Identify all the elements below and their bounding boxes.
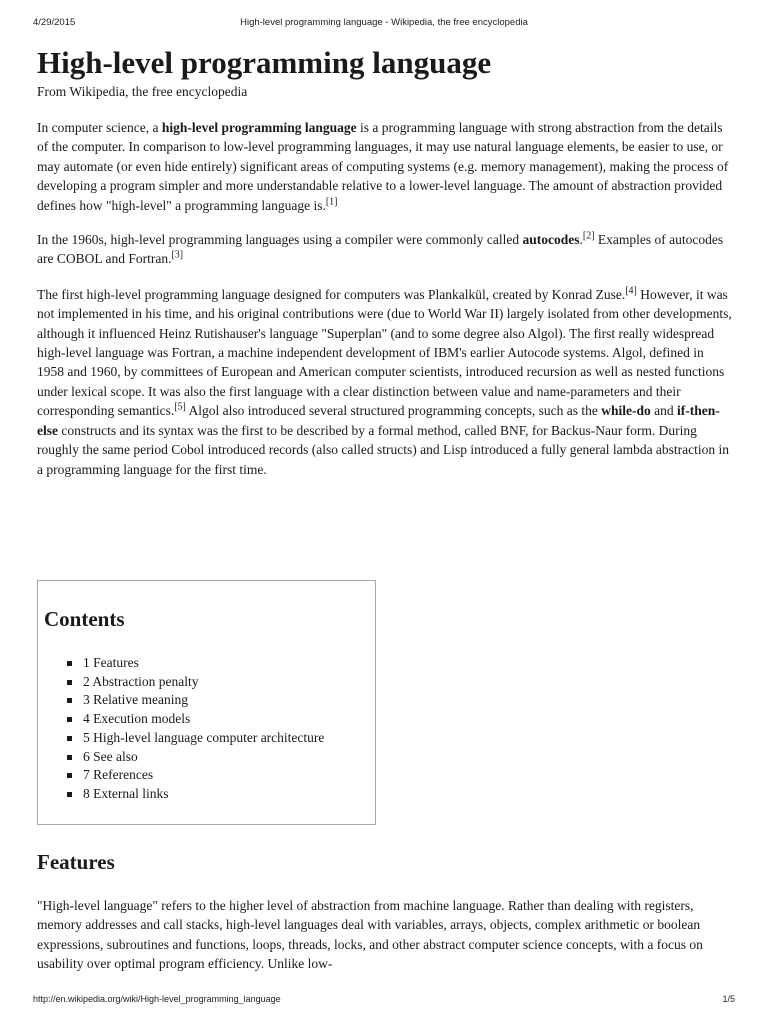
text-segment: and — [650, 403, 678, 419]
toc-item[interactable]: 3 Relative meaning — [67, 691, 324, 710]
bold-term: autocodes — [522, 232, 580, 248]
autocodes-paragraph — [37, 230, 732, 269]
text-segment: constructs and its syntax was the first to be described by a formal method, called BNF, for Backus-Naur form. During roughly the same period Cobol introduced records (also called structs) and Lisp introduced a fully general lambda abstraction in a programming language for the first time. — [37, 422, 730, 477]
text-segment: The first high-level programming language designed for computers was Plankalkül, created by Konrad Zuse. — [37, 286, 626, 302]
intro-paragraph — [37, 118, 732, 215]
article-body — [37, 44, 732, 479]
text-segment: Algol also introduced several structured programming concepts, such as the — [185, 403, 602, 419]
print-date: 4/29/2015 — [33, 17, 76, 28]
print-title: High-level programming language - Wikipedia, the free encyclopedia — [240, 17, 528, 28]
text-segment: Examples of autocodes are COBOL and Fortran. — [37, 232, 724, 267]
reference-link[interactable]: [2] — [582, 230, 595, 242]
reference-link[interactable]: [5] — [174, 401, 186, 413]
toc-item[interactable]: 1 Features — [67, 654, 324, 673]
print-footer — [0, 994, 768, 1008]
features-section — [37, 848, 732, 974]
history-paragraph — [37, 285, 732, 479]
toc-item[interactable]: 8 External links — [67, 785, 324, 804]
toc-item[interactable]: 7 References — [67, 766, 324, 785]
tagline: From Wikipedia, the free encyclopedia — [37, 84, 248, 99]
section-heading: Features — [37, 850, 115, 874]
table-of-contents — [37, 580, 376, 825]
page-title: High-level programming language — [37, 45, 492, 80]
toc-heading: Contents — [44, 607, 125, 631]
toc-item[interactable]: 5 High-level language computer architecture — [67, 729, 324, 748]
text-segment: . — [579, 232, 583, 248]
reference-link[interactable]: [1] — [325, 196, 338, 208]
text-segment: In the 1960s, high-level programming languages using a compiler were commonly called — [37, 232, 523, 248]
reference-link[interactable]: [4] — [625, 285, 637, 297]
features-paragraph: "High-level language" refers to the higher level of abstraction from machine language. Rather than dealing with registers, memory addresses and call stacks, high-level languages deal with variables, arrays, objects, complex arithmetic or boolean expressions, subroutines and functions, loops, threads, locks, and other abstract computer science concepts, with a focus on usability over optimal program efficiency. Unlike low- — [37, 898, 703, 972]
text-segment: is a programming language with strong abstraction from the details of the computer. In comparison to low-level programming languages, it may use natural language elements, be easier to use, or may automate (or even hide entirely) significant areas of computing systems (e.g. memory management), making the process of developing a program simpler and more understandable relative to a lower-level language. The amount of abstraction provided defines how "high-level" a programming language is. — [37, 120, 729, 213]
bold-term: while-do — [601, 403, 651, 419]
toc-item[interactable]: 6 See also — [67, 748, 324, 767]
print-header — [0, 17, 768, 31]
page-number: 1/5 — [722, 994, 735, 1004]
reference-link[interactable]: [3] — [171, 249, 184, 261]
toc-list — [67, 654, 324, 804]
bold-term: high-level programming language — [161, 120, 357, 135]
page-url: http://en.wikipedia.org/wiki/High-level_programming_language — [33, 994, 281, 1004]
text-segment: However, it was not implemented in his time, and his original contributions were (due to World War II) largely isolated from other developments, although it influenced Heinz Rutishauser's language "Superplan" (and to some degree also Algol). The first really widespread high-level language was Fortran, a machine independent development of IBM's earlier Autocode systems. Algol, defined in 1958 and 1960, by committees of European and American computer scientists, introduced recursion as well as nested functions under lexical scope. It was also the first language with a clear distinction between value and name-parameters and their corresponding semantics. — [37, 286, 732, 419]
bold-term: if-then-else — [37, 403, 720, 438]
toc-item[interactable]: 4 Execution models — [67, 710, 324, 729]
toc-item[interactable]: 2 Abstraction penalty — [67, 673, 324, 692]
text-segment: In computer science, a — [37, 120, 162, 135]
